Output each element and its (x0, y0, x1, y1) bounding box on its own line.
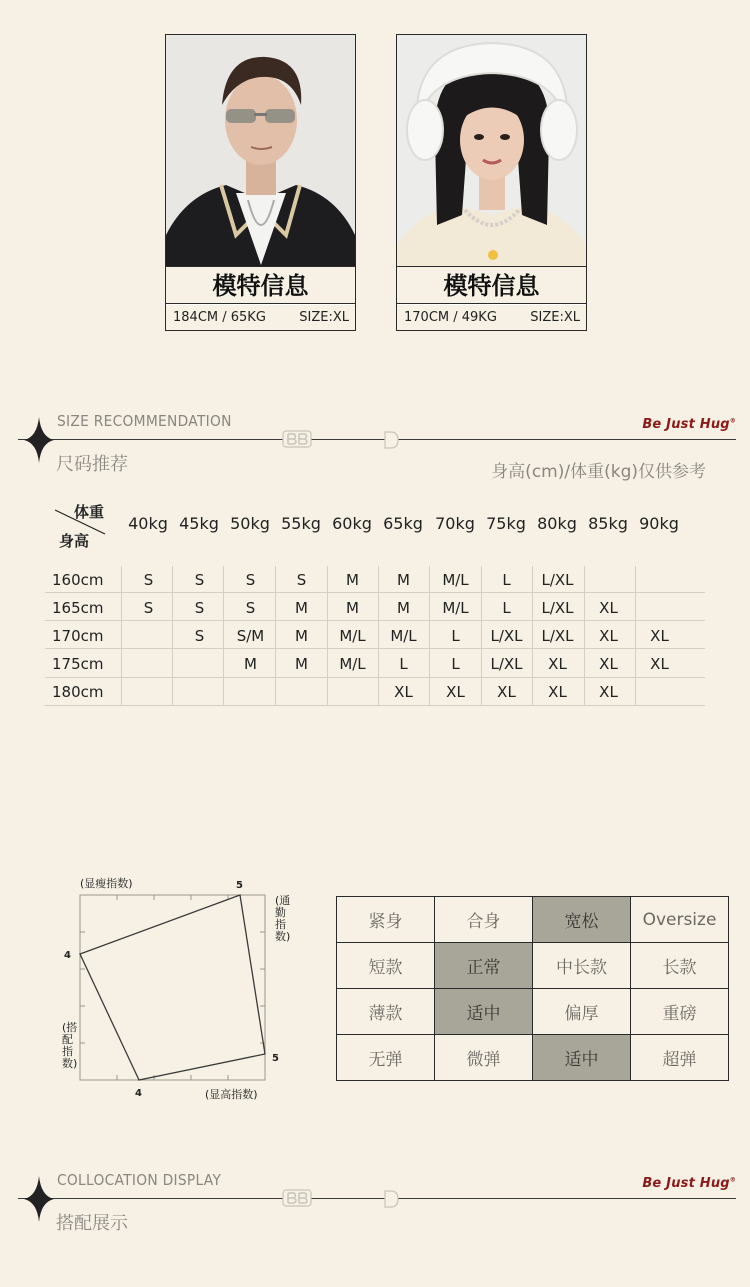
sparkle-icon (22, 1174, 56, 1224)
height-label: 165cm (52, 599, 104, 617)
weight-header: 90kg (639, 514, 679, 533)
collocation-title-en: COLLOCATION DISPLAY (57, 1171, 222, 1189)
brand-logo (642, 1176, 736, 1191)
attribute-cell: 偏厚 (533, 989, 631, 1035)
weight-header: 55kg (281, 514, 321, 533)
model-size: SIZE:XL (530, 310, 580, 325)
weight-header: 40kg (128, 514, 168, 533)
size-cell: L (451, 655, 460, 673)
attribute-cell: 长款 (631, 943, 729, 989)
fit-index-chart (55, 870, 295, 1110)
size-cell: M (244, 655, 257, 673)
height-label: 160cm (52, 571, 104, 589)
attribute-row (337, 989, 729, 1035)
size-cell: S (194, 627, 205, 645)
model-stats (166, 305, 355, 330)
table-col-divider (327, 566, 328, 706)
model-stats (397, 305, 586, 330)
table-col-divider (172, 566, 173, 706)
weight-header: 65kg (383, 514, 423, 533)
section-divider (18, 1198, 736, 1199)
size-cell: L (451, 627, 460, 645)
size-cell: XL (599, 627, 618, 645)
size-cell: L/XL (541, 627, 574, 645)
brand-name: Be Just Hug (642, 1176, 730, 1191)
brand-mark: ® (729, 417, 736, 425)
size-cell: XL (599, 599, 618, 617)
radar-label-left: (搭配指数) (62, 1021, 78, 1070)
size-cell: M/L (442, 571, 469, 589)
weight-header: 80kg (537, 514, 577, 533)
size-section-note: 身高(cm)/体重(kg)仅供参考 (491, 462, 706, 482)
collocation-title-cn: 搭配展示 (56, 1213, 128, 1234)
model-title: 模特信息 (397, 266, 586, 304)
size-cell: M (295, 599, 308, 617)
table-col-divider (223, 566, 224, 706)
size-cell: S (245, 599, 256, 617)
attribute-table (336, 896, 729, 1081)
sparkle-icon (22, 415, 56, 465)
size-cell: S (245, 571, 256, 589)
size-cell: L/XL (541, 571, 574, 589)
chart-frame (80, 895, 265, 1080)
size-section-title-cn: 尺码推荐 (56, 454, 128, 475)
size-cell: XL (599, 655, 618, 673)
attribute-cell-selected: 适中 (435, 989, 533, 1035)
attribute-cell: Oversize (631, 897, 729, 943)
size-cell: L/XL (490, 655, 523, 673)
attribute-row (337, 897, 729, 943)
size-cell: M (346, 571, 359, 589)
d-shape-icon (383, 1190, 399, 1208)
attribute-cell: 紧身 (337, 897, 435, 943)
radar-value-left: 4 (64, 950, 71, 961)
size-cell: L (502, 599, 511, 617)
attribute-cell-selected: 适中 (533, 1035, 631, 1081)
table-row-divider (45, 677, 705, 678)
table-col-divider (121, 566, 122, 706)
d-shape-icon (383, 431, 399, 449)
brand-mark: ® (729, 1176, 736, 1184)
size-cell: M (295, 655, 308, 673)
attribute-cell: 微弹 (435, 1035, 533, 1081)
model-photo-male (166, 35, 355, 266)
size-cell: L/XL (490, 627, 523, 645)
model-photo-female (397, 35, 586, 266)
size-cell: L/XL (541, 599, 574, 617)
table-row-divider (45, 592, 705, 593)
monogram-icon (282, 430, 312, 448)
height-label: 170cm (52, 627, 104, 645)
weight-header: 60kg (332, 514, 372, 533)
model-title: 模特信息 (166, 266, 355, 304)
attribute-row (337, 1035, 729, 1081)
size-cell: M (397, 571, 410, 589)
fit-index-polygon (80, 895, 265, 1080)
radar-value-bottom: 4 (135, 1088, 142, 1099)
radar-value-right: 5 (272, 1053, 279, 1064)
attribute-cell-selected: 宽松 (533, 897, 631, 943)
radar-label-top: (显瘦指数) (80, 877, 133, 890)
height-label: 175cm (52, 655, 104, 673)
size-cell: M (295, 627, 308, 645)
table-col-divider (532, 566, 533, 706)
brand-logo (642, 417, 736, 432)
size-cell: S (143, 599, 154, 617)
size-cell: XL (446, 683, 465, 701)
size-cell: XL (548, 655, 567, 673)
attribute-cell: 重磅 (631, 989, 729, 1035)
size-cell: XL (650, 655, 669, 673)
size-cell: M/L (339, 627, 366, 645)
table-row-divider (45, 648, 705, 649)
model-height-weight: 184CM / 65KG (173, 310, 266, 325)
table-col-divider (635, 566, 636, 706)
attribute-cell-selected: 正常 (435, 943, 533, 989)
size-cell: XL (599, 683, 618, 701)
radar-label-bottom: (显高指数) (205, 1088, 258, 1101)
table-col-divider (275, 566, 276, 706)
size-cell: L (502, 571, 511, 589)
attribute-cell: 合身 (435, 897, 533, 943)
table-row-divider (45, 705, 705, 706)
model-size: SIZE:XL (299, 310, 349, 325)
brand-name: Be Just Hug (642, 417, 730, 432)
model-card-male (165, 34, 356, 331)
corner-height-label: 身高 (59, 532, 90, 550)
table-col-divider (481, 566, 482, 706)
attribute-cell: 薄款 (337, 989, 435, 1035)
table-col-divider (584, 566, 585, 706)
size-cell: M (397, 599, 410, 617)
size-cell: S (194, 599, 205, 617)
attribute-cell: 无弹 (337, 1035, 435, 1081)
section-divider (18, 439, 736, 440)
radar-value-top: 5 (236, 880, 243, 891)
height-label: 180cm (52, 683, 104, 701)
monogram-icon (282, 1189, 312, 1207)
attribute-cell: 短款 (337, 943, 435, 989)
attribute-cell: 中长款 (533, 943, 631, 989)
size-cell: S (296, 571, 307, 589)
corner-weight-label: 体重 (74, 503, 105, 521)
size-cell: M (346, 599, 359, 617)
size-cell: M/L (442, 599, 469, 617)
model-card-female (396, 34, 587, 331)
table-col-divider (429, 566, 430, 706)
size-cell: XL (548, 683, 567, 701)
weight-header: 75kg (486, 514, 526, 533)
size-cell: XL (394, 683, 413, 701)
weight-header: 45kg (179, 514, 219, 533)
size-cell: S/M (236, 627, 265, 645)
size-cell: XL (497, 683, 516, 701)
weight-header: 85kg (588, 514, 628, 533)
size-cell: S (143, 571, 154, 589)
attribute-row (337, 943, 729, 989)
size-cell: M/L (339, 655, 366, 673)
size-cell: M/L (390, 627, 417, 645)
table-col-divider (378, 566, 379, 706)
table-row-divider (45, 620, 705, 621)
radar-label-right: (通勤指数) (275, 894, 291, 943)
weight-header: 70kg (435, 514, 475, 533)
size-cell: S (194, 571, 205, 589)
size-cell: XL (650, 627, 669, 645)
model-height-weight: 170CM / 49KG (404, 310, 497, 325)
size-cell: L (399, 655, 408, 673)
attribute-cell: 超弹 (631, 1035, 729, 1081)
weight-header: 50kg (230, 514, 270, 533)
size-section-title-en: SIZE RECOMMENDATION (57, 412, 232, 430)
